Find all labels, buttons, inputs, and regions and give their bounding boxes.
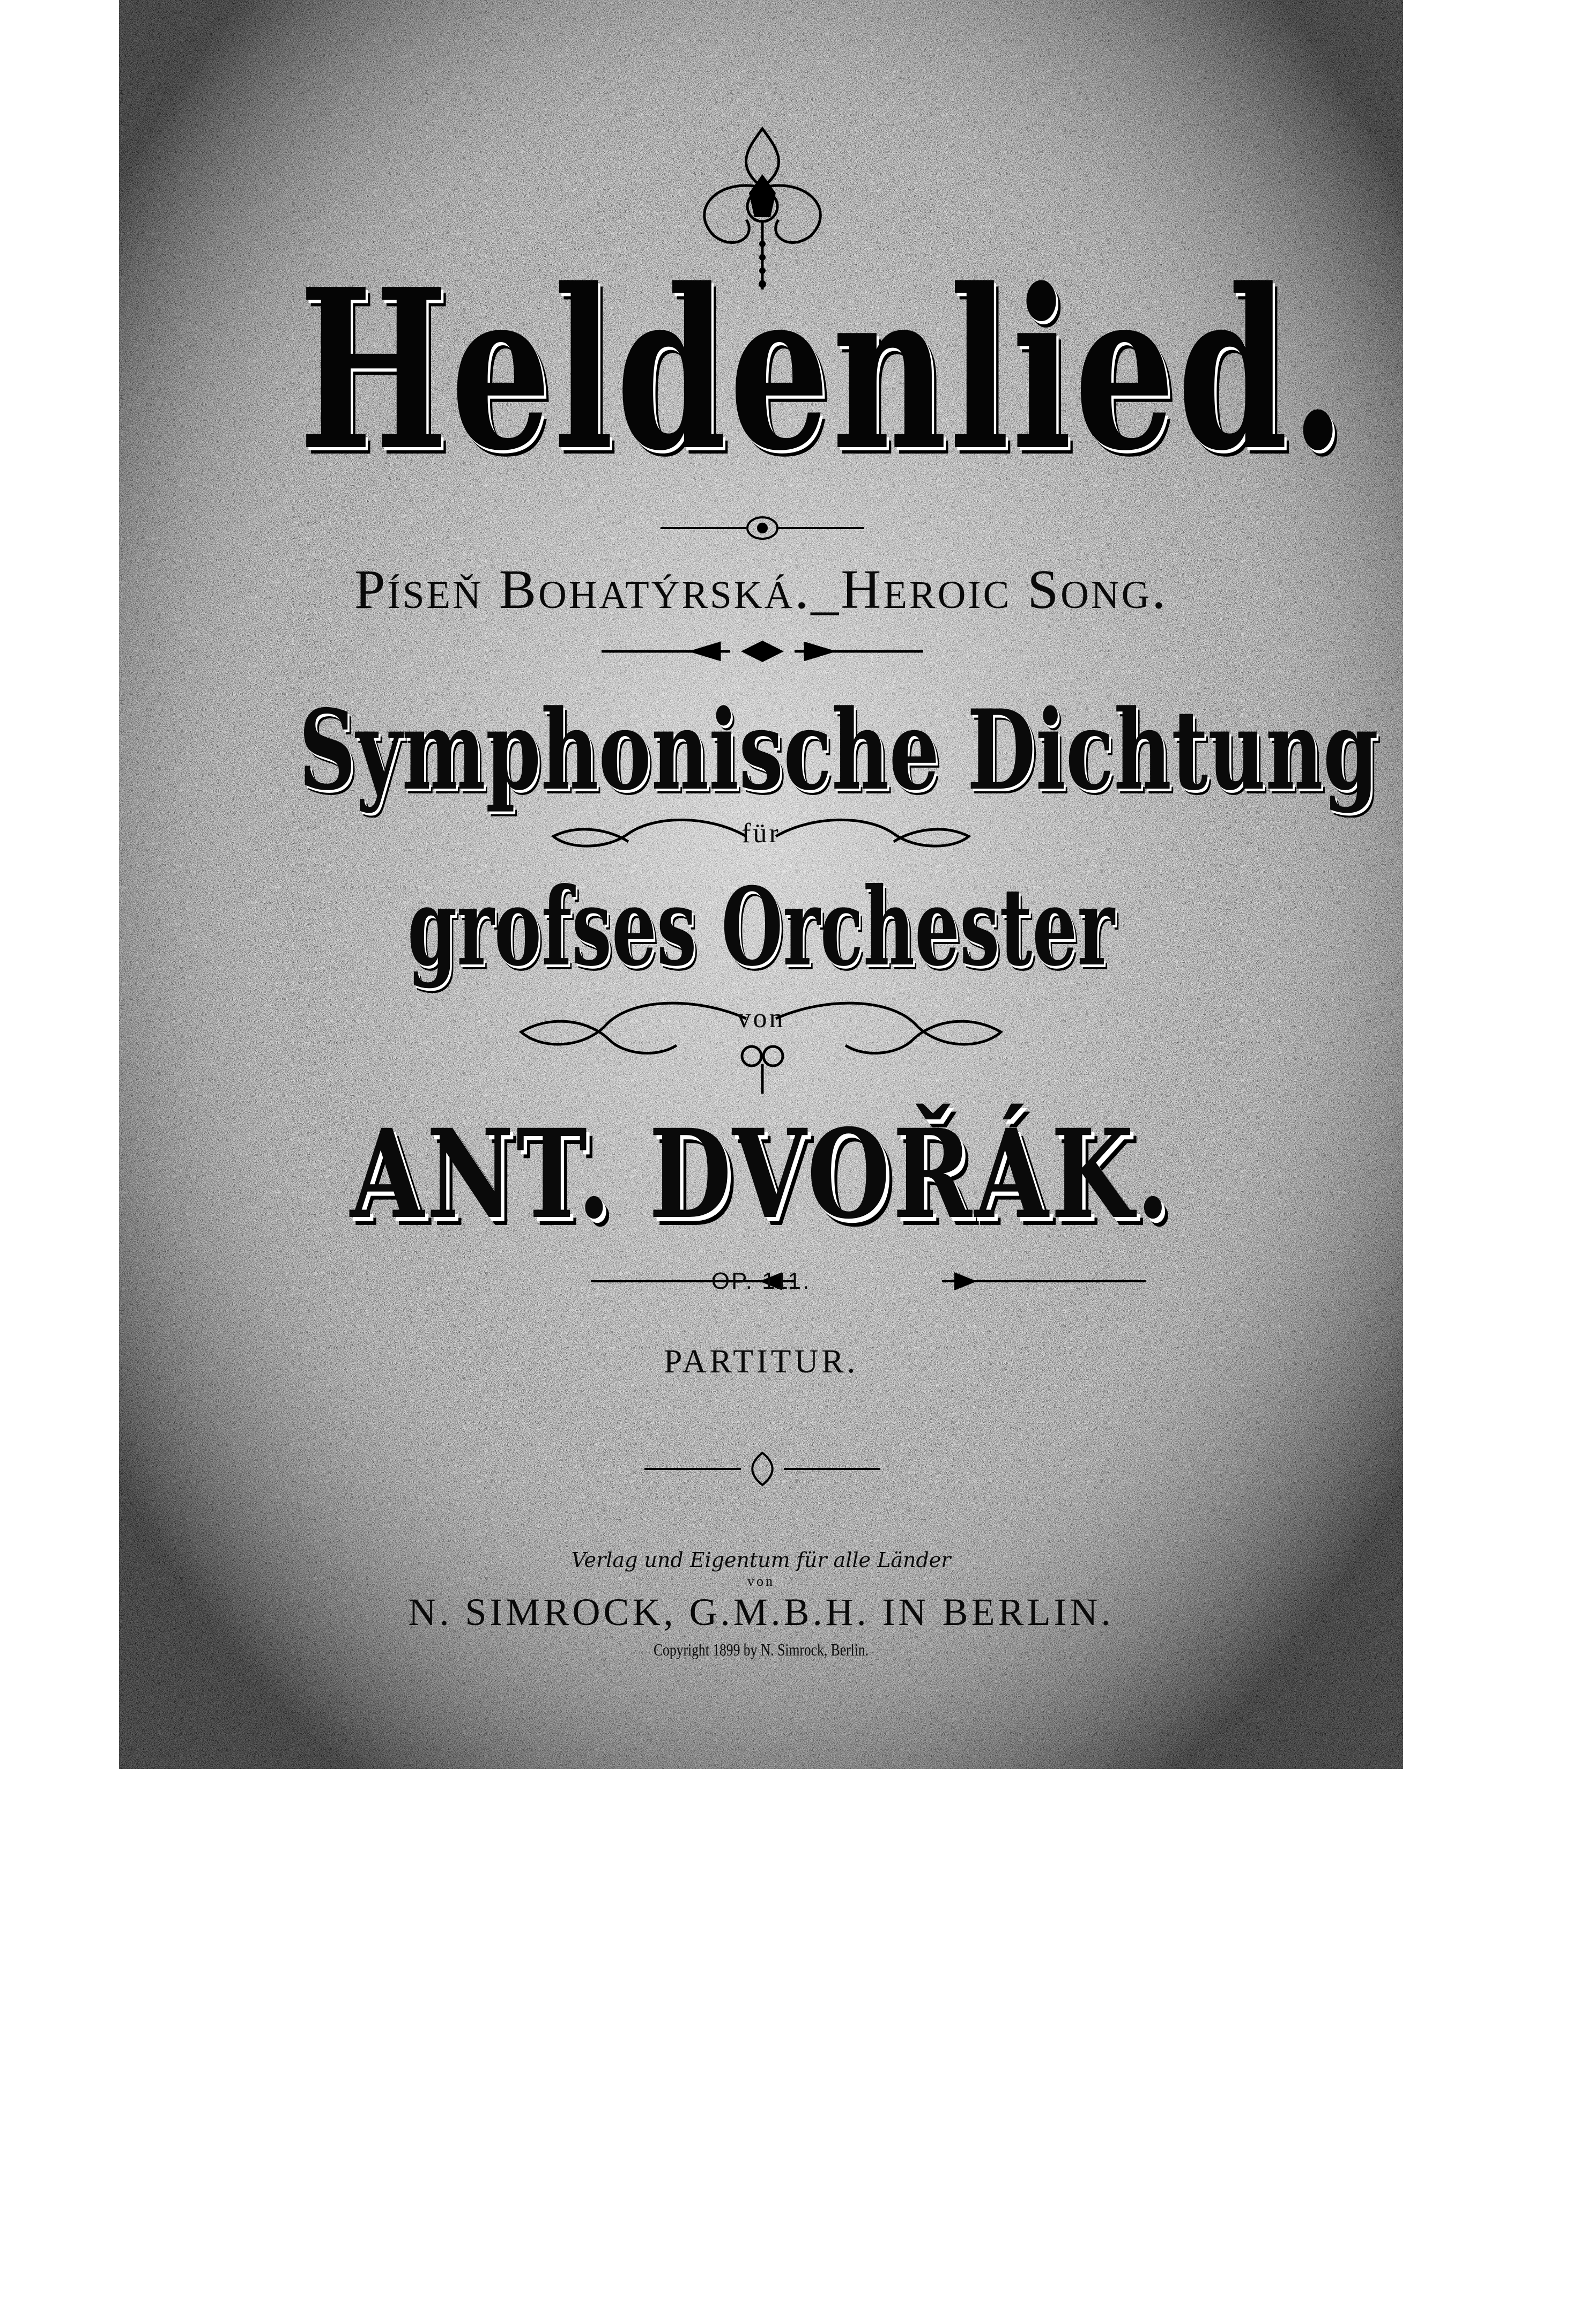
instrumentation-orchester: grofses Orchester [407, 864, 1115, 990]
divider-ornament-1 [655, 512, 870, 544]
divider-ornament-3 [644, 1447, 880, 1490]
flourish-right-1 [770, 812, 974, 860]
divider-ornament-2 [596, 638, 929, 665]
opus-rule-right [931, 1269, 1146, 1293]
word-von: von [737, 1003, 785, 1034]
word-fuer: für [741, 818, 781, 849]
composer-name: ANT. DVOŘÁK. [350, 1102, 1173, 1246]
title-heldenlied: Heldenlied. [299, 241, 1348, 499]
publisher-von: von [747, 1573, 775, 1589]
center-knot-ornament [736, 1037, 789, 1096]
title-page-sheet [119, 0, 1403, 1769]
subtitle-heroic-song: Píseň Bohatýrská._Heroic Song. [354, 559, 1168, 620]
copyright-line: Copyright 1899 by N. Simrock, Berlin. [653, 1640, 869, 1659]
flourish-right-2 [770, 997, 1006, 1067]
publisher-name: N. SIMROCK, G.M.B.H. IN BERLIN. [408, 1591, 1114, 1634]
genre-symphonische-dichtung: Symphonische Dichtung [299, 686, 1379, 815]
publisher-note: Verlag und Eigentum für alle Länder [571, 1548, 951, 1572]
opus-number: OP. 111. [711, 1268, 811, 1294]
edition-partitur: PARTITUR. [663, 1343, 859, 1380]
